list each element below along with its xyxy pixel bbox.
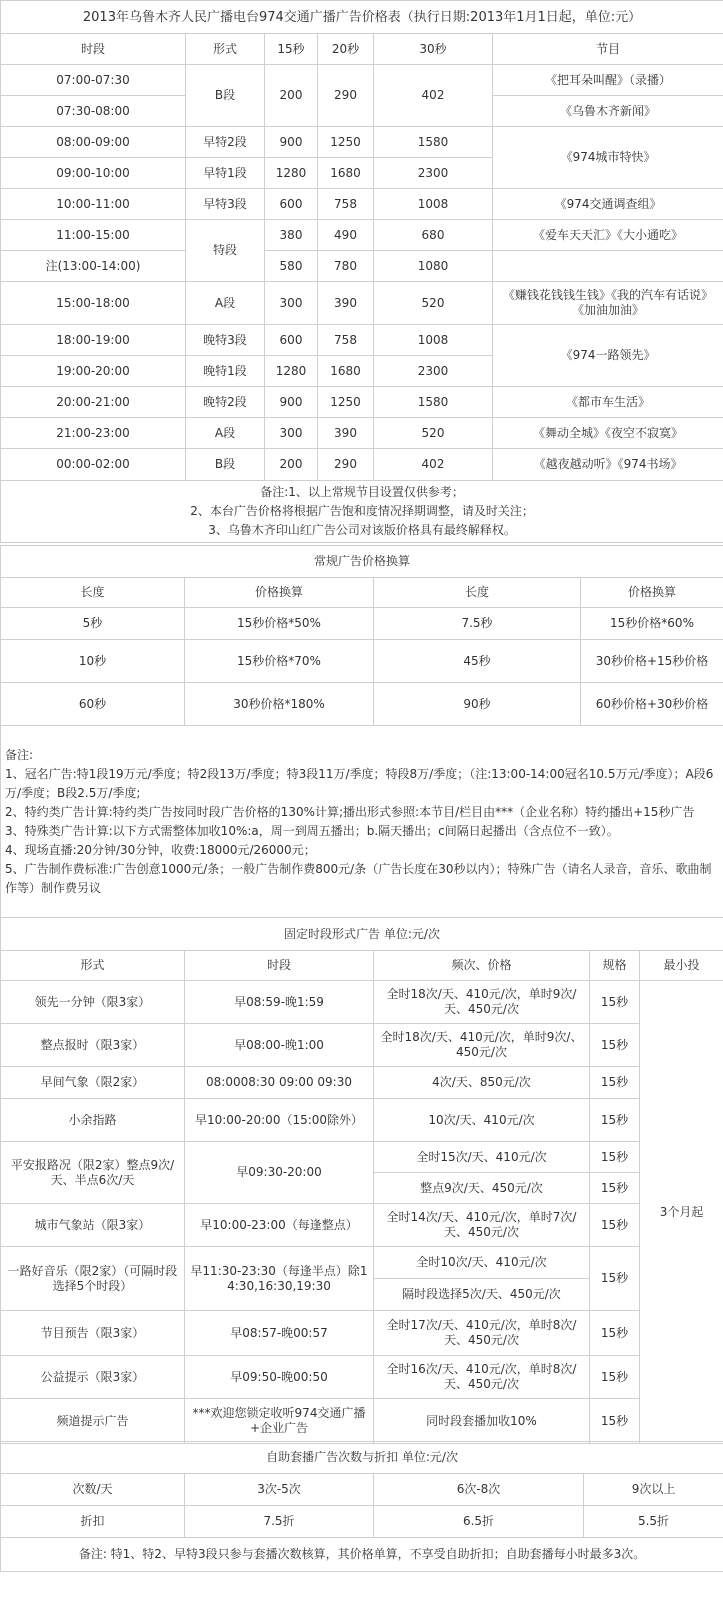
- fixed-freq-cell: 整点9次/天、450元/次: [374, 1173, 590, 1204]
- program-cell: [493, 251, 723, 282]
- fixed-time-cell: 早09:50-晚00:50: [185, 1356, 374, 1399]
- table-row: [1, 449, 723, 481]
- fixed-time-cell: 早10:00-23:00（每逢整点）: [185, 1204, 374, 1247]
- table-row: [1, 1506, 723, 1538]
- table-row: [1, 683, 723, 726]
- fixed-form-cell: 一路好音乐（限2家）（可隔时段选择5个时段）: [1, 1247, 185, 1311]
- discount-cell: 6次-8次: [374, 1474, 584, 1506]
- form-cell: 晚特3段: [186, 325, 265, 356]
- time-cell: 08:00-09:00: [1, 127, 186, 158]
- time-cell: 09:00-10:00: [1, 158, 186, 189]
- fixed-freq-cell: 全时10次/天、410元/次: [374, 1247, 590, 1279]
- fixed-freq-cell: 全时16次/天、410元/次，单时8次/天、450元/次: [374, 1356, 590, 1399]
- price-30-cell: 2300: [374, 356, 493, 387]
- discount-cell: 3次-5次: [185, 1474, 374, 1506]
- price-20-cell: 390: [318, 418, 374, 449]
- conv-cell: 5秒: [1, 608, 185, 640]
- program-cell: 《974交通调查组》: [493, 189, 723, 220]
- program-cell: 《乌鲁木齐新闻》: [493, 96, 723, 127]
- fixed-freq-cell: 全时17次/天、410元/次，单时8次/天、450元/次: [374, 1311, 590, 1356]
- price-30-cell: 2300: [374, 158, 493, 189]
- program-cell: 《爱车天天汇》《大小通吃》: [493, 220, 723, 251]
- price-30-cell: 1080: [374, 251, 493, 282]
- price-30-cell: 520: [374, 282, 493, 325]
- table-row: [1, 220, 723, 251]
- price-15-cell: 900: [265, 387, 318, 418]
- table-row: [1, 1142, 723, 1173]
- table-row: [1, 1067, 723, 1099]
- time-cell: 11:00-15:00: [1, 220, 186, 251]
- price-20-cell: 490: [318, 220, 374, 251]
- fixed-form-cell: 整点报时（限3家）: [1, 1024, 185, 1067]
- price-15-cell: 200: [265, 449, 318, 481]
- min-order-cell: 3个月起: [640, 981, 723, 1444]
- discount-cell: 6.5折: [374, 1506, 584, 1538]
- conv-cell: 60秒价格+30秒价格: [581, 683, 723, 726]
- table-row: [1, 1247, 723, 1279]
- conv-header: 价格换算: [581, 578, 723, 608]
- discount-cell: 5.5折: [584, 1506, 723, 1538]
- table-row: [1, 282, 723, 325]
- price-20-cell: 1250: [318, 127, 374, 158]
- fixed-header: 形式: [1, 951, 185, 981]
- table-row: [1, 387, 723, 418]
- table-row: [1, 640, 723, 683]
- table-row: [1, 1356, 723, 1399]
- conv-cell: 60秒: [1, 683, 185, 726]
- price-20-cell: 1680: [318, 356, 374, 387]
- fixed-form-cell: 节目预告（限3家）: [1, 1311, 185, 1356]
- fixed-time-cell: 早08:57-晚00:57: [185, 1311, 374, 1356]
- header-20s: 20秒: [318, 34, 374, 65]
- conv-cell: 15秒价格*70%: [185, 640, 374, 683]
- price-20-cell: 390: [318, 282, 374, 325]
- discount-title: 自助套播广告次数与折扣 单位:元/次: [1, 1442, 723, 1474]
- fixed-freq-cell: 全时18次/天、410元/次，单时9次/、450元/次: [374, 1024, 590, 1067]
- fixed-header: 时段: [185, 951, 374, 981]
- note-line: 备注:1、以上常规节目设置仅供参考；: [260, 485, 464, 499]
- fixed-spec-cell: 15秒: [590, 1247, 640, 1311]
- price-table: [0, 0, 723, 543]
- price-15-cell: 300: [265, 282, 318, 325]
- price-30-cell: 402: [374, 449, 493, 481]
- note-line: 3、乌鲁木齐印山红广告公司对该版价格具有最终解释权。: [208, 523, 516, 537]
- header-program: 节目: [493, 34, 723, 65]
- price-20-cell: 758: [318, 189, 374, 220]
- price-15-cell: 600: [265, 189, 318, 220]
- fixed-freq-cell: 4次/天、850元/次: [374, 1067, 590, 1099]
- fixed-time-cell: ***欢迎您锁定收听974交通广播+企业广告: [185, 1399, 374, 1444]
- price-15-cell: 580: [265, 251, 318, 282]
- price-20-cell: 290: [318, 65, 374, 127]
- fixed-ads-table: [0, 917, 723, 1444]
- remarks-block: [1, 726, 723, 918]
- discount-table: [0, 1441, 723, 1572]
- price-20-cell: 290: [318, 449, 374, 481]
- table-row: [1, 981, 723, 1024]
- discount-cell: 7.5折: [185, 1506, 374, 1538]
- fixed-time-cell: 早08:59-晚1:59: [185, 981, 374, 1024]
- fixed-freq-cell: 全时15次/天、410元/次: [374, 1142, 590, 1173]
- price-15-cell: 900: [265, 127, 318, 158]
- fixed-freq-cell: 10次/天、410元/次: [374, 1099, 590, 1142]
- price-table-title: 2013年乌鲁木齐人民广播电台974交通广播广告价格表（执行日期:2013年1月1日起，单位:元）: [1, 1, 723, 34]
- form-cell: 早特3段: [186, 189, 265, 220]
- conv-cell: 10秒: [1, 640, 185, 683]
- price-15-cell: 300: [265, 418, 318, 449]
- price-30-cell: 520: [374, 418, 493, 449]
- fixed-form-cell: 城市气象站（限3家）: [1, 1204, 185, 1247]
- price-30-cell: 402: [374, 65, 493, 127]
- fixed-freq-cell: 隔时段选择5次/天、450元/次: [374, 1279, 590, 1311]
- time-cell: 21:00-23:00: [1, 418, 186, 449]
- table-row: [1, 189, 723, 220]
- fixed-time-cell: 早10:00-20:00（15:00除外）: [185, 1099, 374, 1142]
- program-cell: 《越夜越动听》《974书场》: [493, 449, 723, 481]
- price-15-cell: 380: [265, 220, 318, 251]
- fixed-header: 频次、价格: [374, 951, 590, 981]
- fixed-spec-cell: 15秒: [590, 1067, 640, 1099]
- header-time: 时段: [1, 34, 186, 65]
- table-row: [1, 1474, 723, 1506]
- remark-line: 1、冠名广告:特1段19万元/季度；特2段13万/季度；特3段11万/季度；特段8万/季度；（注:13:00-14:00冠名10.5万元/季度）；A段6万/季度；B段2.5万/季度;: [5, 766, 714, 800]
- program-cell: 《赚钱花钱钱生钱》《我的汽车有话说》《加油加油》: [493, 282, 723, 325]
- discount-cell: 9次以上: [584, 1474, 723, 1506]
- conversion-title: 常规广告价格换算: [1, 546, 723, 578]
- price-20-cell: 780: [318, 251, 374, 282]
- header-30s: 30秒: [374, 34, 493, 65]
- time-cell: 20:00-21:00: [1, 387, 186, 418]
- price-15-cell: 1280: [265, 158, 318, 189]
- fixed-header: 规格: [590, 951, 640, 981]
- fixed-spec-cell: 15秒: [590, 1099, 640, 1142]
- conv-cell: 15秒价格*50%: [185, 608, 374, 640]
- table-row: [1, 325, 723, 356]
- conv-cell: 30秒价格+15秒价格: [581, 640, 723, 683]
- fixed-spec-cell: 15秒: [590, 1399, 640, 1444]
- discount-note: 备注: 特1、特2、早特3段只参与套播次数核算，其价格单算，不享受自助折扣；自助套播每小时最多3次。: [1, 1538, 723, 1572]
- fixed-spec-cell: 15秒: [590, 1142, 640, 1173]
- time-cell: 00:00-02:00: [1, 449, 186, 481]
- price-20-cell: 1250: [318, 387, 374, 418]
- form-cell: A段: [186, 282, 265, 325]
- fixed-spec-cell: 15秒: [590, 1356, 640, 1399]
- fixed-spec-cell: 15秒: [590, 1173, 640, 1204]
- table-row: [1, 418, 723, 449]
- price-30-cell: 680: [374, 220, 493, 251]
- price-table-notes: [1, 481, 723, 543]
- price-30-cell: 1580: [374, 387, 493, 418]
- fixed-form-cell: 领先一分钟（限3家）: [1, 981, 185, 1024]
- conv-header: 长度: [374, 578, 581, 608]
- program-cell: 《都市车生活》: [493, 387, 723, 418]
- program-cell: 《974城市特快》: [493, 127, 723, 189]
- note-line: 2、本台广告价格将根据广告饱和度情况择期调整，请及时关注；: [190, 504, 534, 518]
- conv-cell: 45秒: [374, 640, 581, 683]
- remark-line: 4、现场直播:20分钟/30分钟，收费:18000元/26000元；: [5, 842, 316, 857]
- fixed-form-cell: 公益提示（限3家）: [1, 1356, 185, 1399]
- price-30-cell: 1008: [374, 325, 493, 356]
- form-cell: A段: [186, 418, 265, 449]
- fixed-time-cell: 早11:30-23:30（每逢半点）除14:30,16:30,19:30: [185, 1247, 374, 1311]
- fixed-form-cell: 小余指路: [1, 1099, 185, 1142]
- fixed-spec-cell: 15秒: [590, 1204, 640, 1247]
- conv-cell: 7.5秒: [374, 608, 581, 640]
- price-15-cell: 1280: [265, 356, 318, 387]
- fixed-freq-cell: 同时段套播加收10%: [374, 1399, 590, 1444]
- conv-cell: 15秒价格*60%: [581, 608, 723, 640]
- fixed-form-cell: 频道提示广告: [1, 1399, 185, 1444]
- conversion-table: [0, 545, 723, 918]
- time-cell: 10:00-11:00: [1, 189, 186, 220]
- time-cell: 18:00-19:00: [1, 325, 186, 356]
- form-cell: 早特2段: [186, 127, 265, 158]
- table-row: [1, 1311, 723, 1356]
- table-row: [1, 1204, 723, 1247]
- table-row: [1, 1024, 723, 1067]
- price-20-cell: 1680: [318, 158, 374, 189]
- program-cell: 《把耳朵叫醒》（录播）: [493, 65, 723, 96]
- price-15-cell: 200: [265, 65, 318, 127]
- time-cell: 15:00-18:00: [1, 282, 186, 325]
- fixed-title: 固定时段形式广告 单位:元/次: [1, 918, 723, 951]
- table-row: [1, 1399, 723, 1444]
- form-cell: B段: [186, 449, 265, 481]
- fixed-spec-cell: 15秒: [590, 1024, 640, 1067]
- header-form: 形式: [186, 34, 265, 65]
- table-row: [1, 65, 723, 96]
- time-cell: 07:00-07:30: [1, 65, 186, 96]
- form-cell: 早特1段: [186, 158, 265, 189]
- fixed-freq-cell: 全时14次/天、410元/次，单时7次/天、450元/次: [374, 1204, 590, 1247]
- remark-line: 5、广告制作费标准:广告创意1000元/条；一般广告制作费800元/条（广告长度在30秒以内）；特殊广告（请名人录音，音乐、歌曲制作等）制作费另议: [5, 861, 712, 895]
- conv-cell: 30秒价格*180%: [185, 683, 374, 726]
- conv-cell: 90秒: [374, 683, 581, 726]
- fixed-form-cell: 早间气象（限2家）: [1, 1067, 185, 1099]
- time-cell: 注(13:00-14:00): [1, 251, 186, 282]
- table-row: [1, 608, 723, 640]
- discount-cell: 折扣: [1, 1506, 185, 1538]
- price-20-cell: 758: [318, 325, 374, 356]
- remark-line: 3、特殊类广告计算:以下方式需整体加收10%:a，周一到周五播出；b.隔天播出；c间隔日起播出（含点位不一致）。: [5, 823, 619, 838]
- form-cell: 晚特2段: [186, 387, 265, 418]
- fixed-time-cell: 早09:30-20:00: [185, 1142, 374, 1204]
- conv-header: 长度: [1, 578, 185, 608]
- form-cell: 特段: [186, 220, 265, 282]
- time-cell: 07:30-08:00: [1, 96, 186, 127]
- table-row: [1, 127, 723, 158]
- header-15s: 15秒: [265, 34, 318, 65]
- program-cell: 《974一路领先》: [493, 325, 723, 387]
- fixed-form-cell: 平安报路况（限2家）整点9次/天、半点6次/天: [1, 1142, 185, 1204]
- price-30-cell: 1008: [374, 189, 493, 220]
- conv-header: 价格换算: [185, 578, 374, 608]
- table-row: [1, 1099, 723, 1142]
- fixed-spec-cell: 15秒: [590, 981, 640, 1024]
- form-cell: B段: [186, 65, 265, 127]
- fixed-freq-cell: 全时18次/天、410元/次，单时9次/天、450元/次: [374, 981, 590, 1024]
- price-15-cell: 600: [265, 325, 318, 356]
- fixed-spec-cell: 15秒: [590, 1311, 640, 1356]
- form-cell: 晚特1段: [186, 356, 265, 387]
- table-row: [1, 251, 723, 282]
- program-cell: 《舞动全城》《夜空不寂寞》: [493, 418, 723, 449]
- discount-cell: 次数/天: [1, 1474, 185, 1506]
- remark-line: 2、特约类广告计算:特约类广告按同时段广告价格的130%计算;播出形式参照:本节目/栏目由***（企业名称）特约播出+15秒广告: [5, 804, 695, 819]
- remark-line: 备注:: [5, 747, 34, 762]
- fixed-time-cell: 08:0008:30 09:00 09:30: [185, 1067, 374, 1099]
- fixed-time-cell: 早08:00-晚1:00: [185, 1024, 374, 1067]
- fixed-header: 最小投: [640, 951, 723, 981]
- time-cell: 19:00-20:00: [1, 356, 186, 387]
- price-30-cell: 1580: [374, 127, 493, 158]
